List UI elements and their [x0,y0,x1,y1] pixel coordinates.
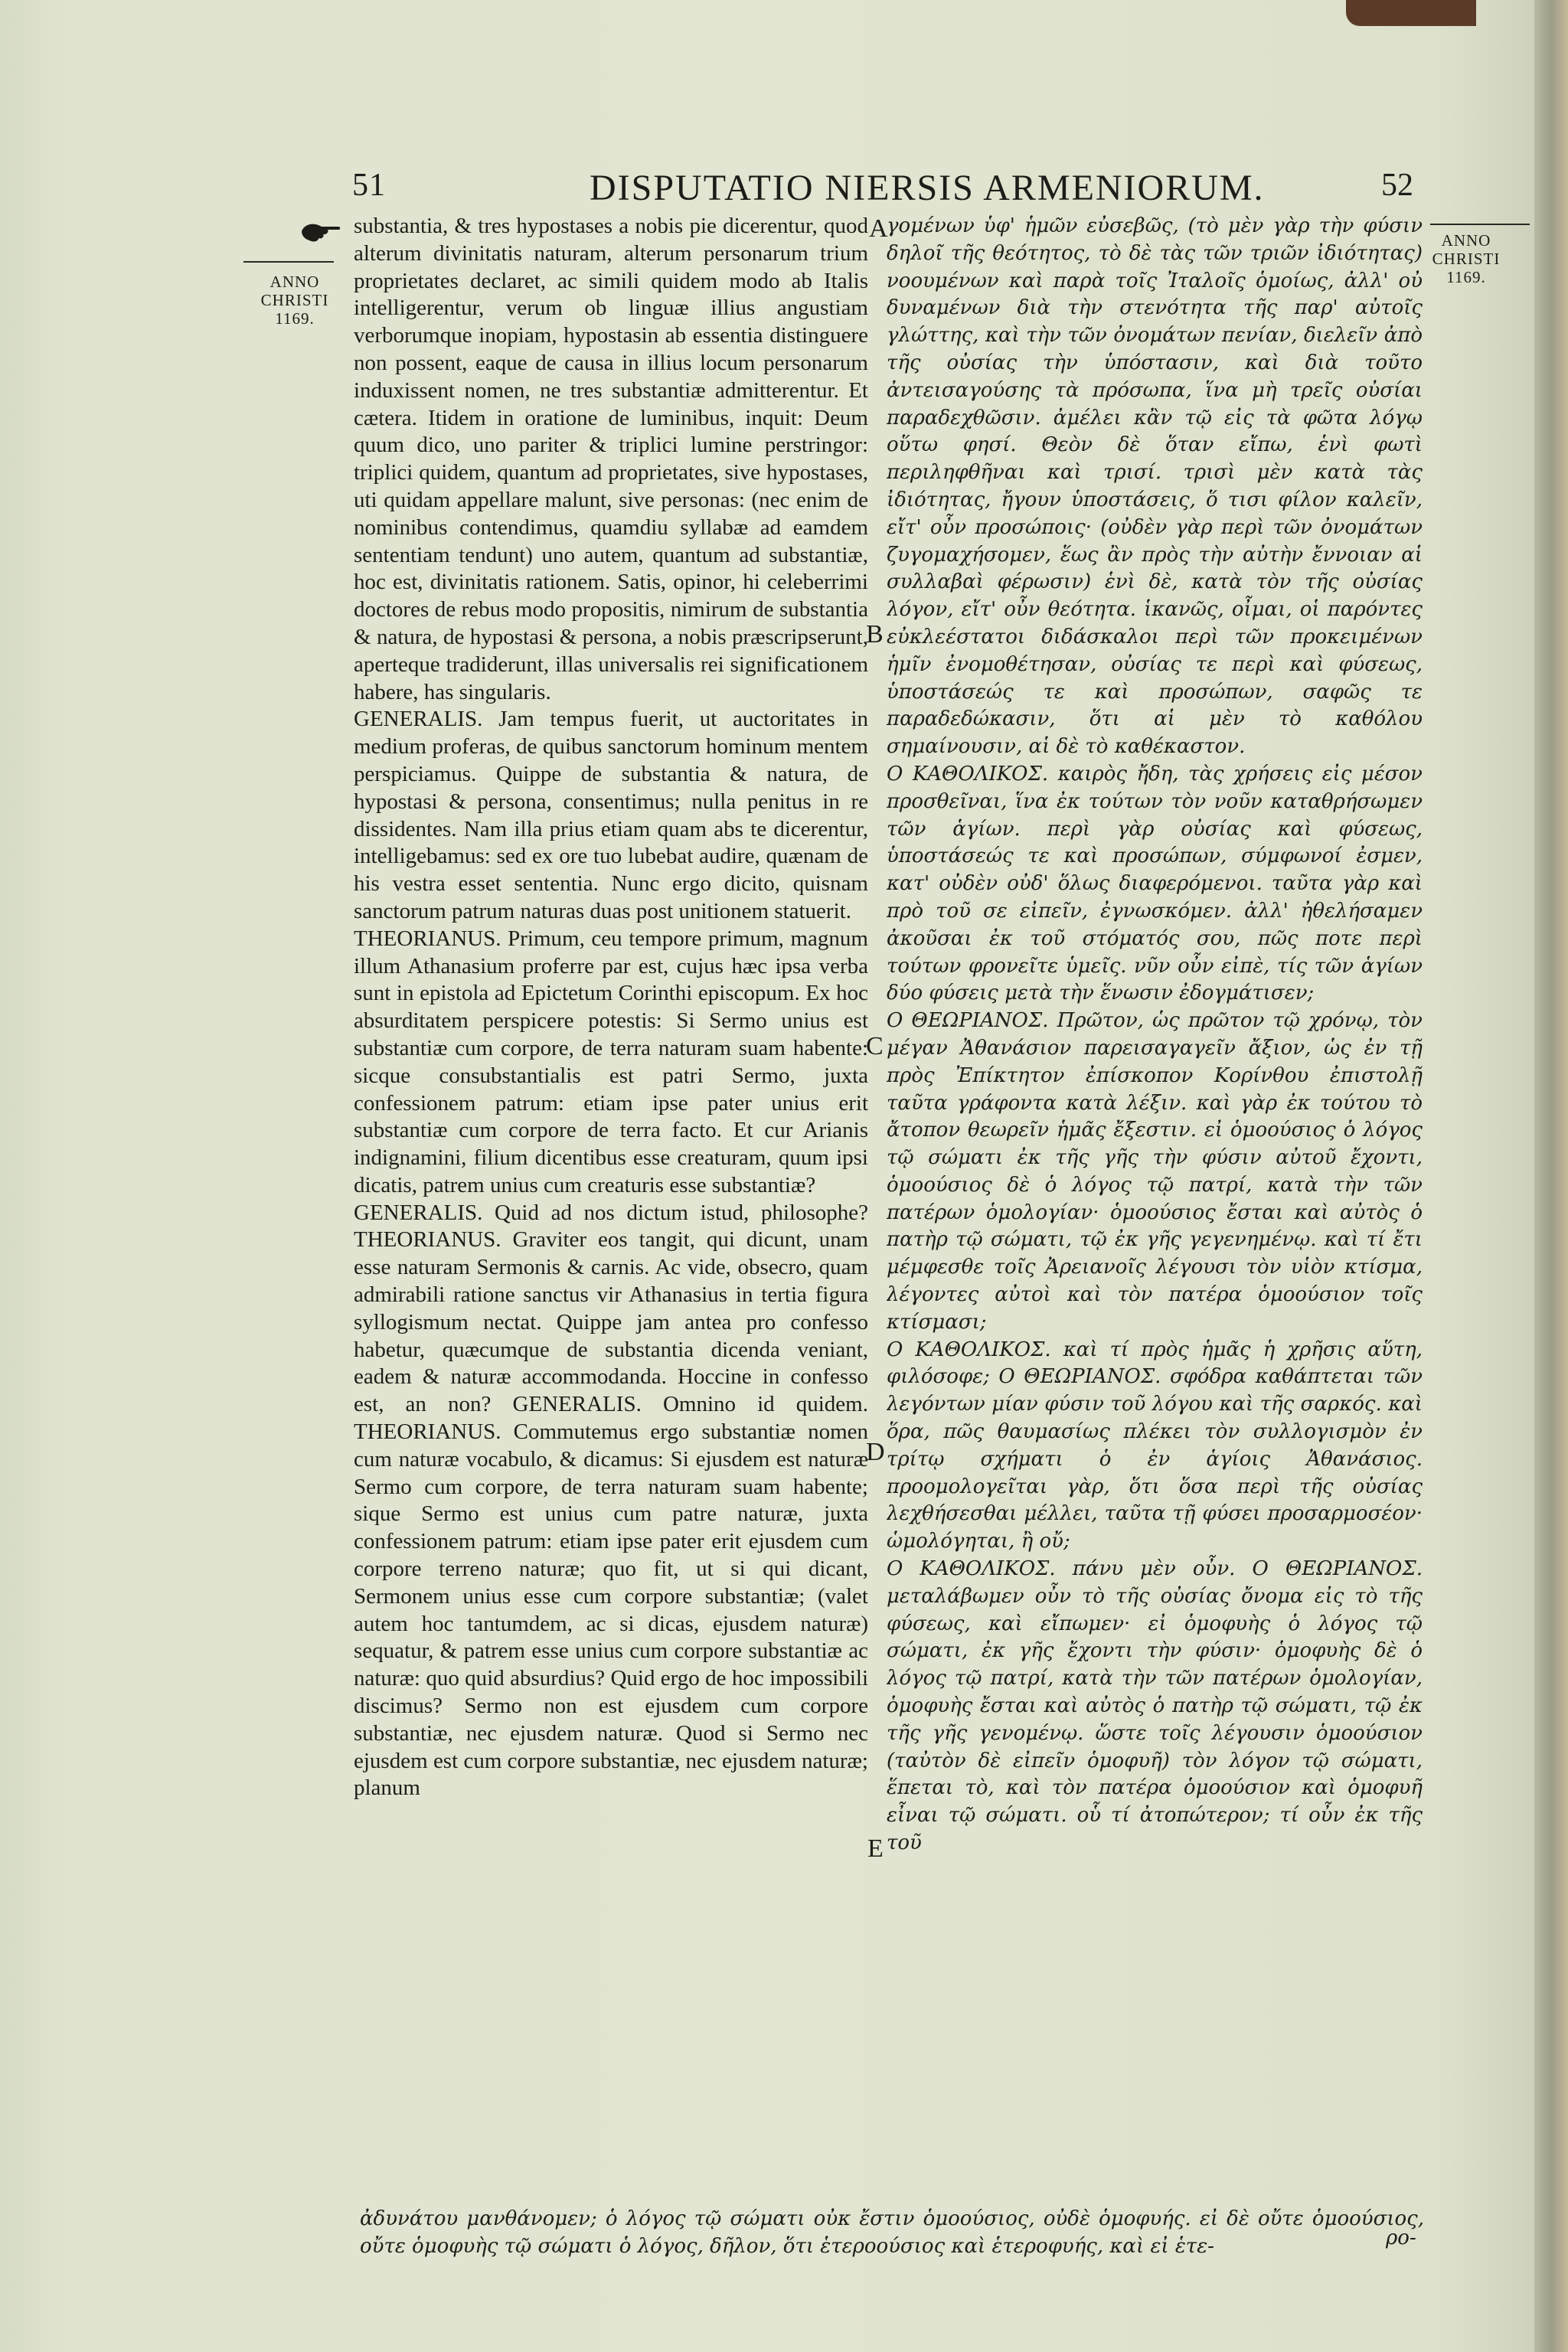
catchword: ρο- [1386,2226,1416,2249]
greek-paragraph: Ο ΚΑΘΟΛΙΚΟΣ. πάνυ μὲν οὖν. Ο ΘΕΩΡΙΑΝΟΣ. μεταλάβωμεν οὖν τὸ τῆς οὐσίας ὄνομα εἰς τὸ τῆς φύσεως, καὶ εἴπωμεν· εἰ ὁμοφυὴς ὁ λόγος τῷ σώματι, ἐκ γῆς ἔχοντι τὴν φύσιν· ὁμοφυὴς δὲ ὁ λόγος τῷ πατρί, κατὰ τὴν τῶν πατέρων ὁμολογίαν, ὁμοφυὴς ἔσται καὶ αὐτὸς ὁ πατὴρ τῷ σώματι, τῷ ἐκ τῆς γῆς γενομένῳ. ὥστε τοῖς λέγουσιν ὁμοούσιον (ταὐτὸν δὲ εἰπεῖν ὁμοφυῆ) τὸν λόγον τῷ σώματι, ἕπεται τὸ, καὶ τὸν πατέρα ὁμοούσιον καὶ ὁμοφυῆ εἶναι τῷ σώματι. οὗ τί ἀτοπώτερον; τί οὖν ἐκ τῆς τοῦ [887,1557,1423,1855]
book-spine-edge [1534,0,1568,2352]
page-title: DISPUTATIO NIERSIS ARMENIORUM. [590,168,1265,208]
latin-paragraph: GENERALIS. Quid ad nos dictum istud, philosophe? THEORIANUS. Graviter eos tangit, qui dicunt, unam esse naturam Sermonis & carnis. Ac vide, obsecro, quam admirabili ratione sanctus vir Athanasius in tertia figura syllogismum nectat. Quippe jam antea pro confesso habetur, quæcumque de substantia dicenda veniant, eadem & naturæ accommodanda. Hoccine in confesso est, an non? GENERALIS. Omnino id quidem. THEORIANUS. Commutemus ergo substantiæ nomen cum naturæ vocabulo, & dicamus: Si ejusdem est naturæ Sermo cum corpore, de terra naturam suam habente; sique Sermo est unius cum patre naturæ, juxta confessionem patrum: etiam ipse pater erit ejusdem cum corpore terreno naturæ; quo fit, ut si qui dicant, Sermonem unius esse cum corpore substantiæ; (valet autem hoc tantumdem, ac si dicas, ejusdem naturæ) sequatur, & patrem esse unius cum corpore substantiæ ac naturæ: quo quid absurdius? Quid ergo de hoc impossibili discimus? Sermo non est ejusdem cum corpore substantiæ, nec ejusdem naturæ. Quod si Sermo nec ejusdem est cum corpore substantiæ, nec ejusdem naturæ; planum [354,1200,868,1801]
page-edge-mark [1346,0,1476,26]
section-letter-c: C [866,1032,884,1060]
pointing-hand-icon [300,219,341,243]
latin-text-column [354,213,868,2203]
greek-paragraph: Ο ΚΑΘΟΛΙΚΟΣ. καιρὸς ἤδη, τὰς χρήσεις εἰς μέσον προσθεῖναι, ἵνα ἐκ τούτων τὸν νοῦν καταθρήσωμεν τῶν ἁγίων. περὶ γὰρ οὐσίας καὶ φύσεως, ὑποστάσεώς τε καὶ προσώπων, σύμφωνοί ἐσμεν, κατ' οὐδὲν οὐδ' ὅλως διαφερόμενοι. ταῦτα γὰρ καὶ πρὸ τοῦ σε εἰπεῖν, ἐγνωσκόμεν. ἀλλ' ἠθελήσαμεν ἀκοῦσαι ἐκ τοῦ στόματός σου, πῶς ποτε περὶ τούτων φρονεῖτε ὑμεῖς. νῦν οὖν εἰπὲ, τίς τῶν ἁγίων δύο φύσεις μετὰ τὴν ἕνωσιν ἐδογμάτισεν; [887,762,1423,1005]
greek-paragraph: γομένων ὑφ' ἡμῶν εὐσεβῶς, (τὸ μὲν γὰρ τὴν φύσιν δηλοῖ τῆς θεότητος, τὸ δὲ τὰς τῶν τριῶν ἰδιότητας) νοουμένων καὶ παρὰ τοῖς Ἰταλοῖς ὁμοίως, ἀλλ' οὐ δυναμένων διὰ τὴν στενότητα τῆς παρ' αὐτοῖς γλώττης, καὶ τὴν τῶν ὀνομάτων πενίαν, διελεῖν ἀπὸ τῆς οὐσίας τὴν ὑπόστασιν, καὶ διὰ τοῦτο ἀντεισαγούσης τὰ πρόσωπα, ἵνα μὴ τρεῖς οὐσίαι παραδεχθῶσιν. ἀμέλει κἂν τῷ εἰς τὰ φῶτα λόγῳ οὕτω φησί. Θεὸν δὲ ὅταν εἴπω, ἑνὶ φωτὶ περιληφθῆναι καὶ τρισί. τρισὶ μὲν κατὰ τὰς ἰδιότητας, ἤγουν ὑποστάσεις, ὅ τισι φίλον καλεῖν, εἴτ' οὖν προσώποις· (οὐδὲν γὰρ περὶ τῶν ὀνομάτων ζυγομαχήσομεν, ἕως ἂν πρὸς τὴν αὐτὴν ἔννοιαν αἱ συλλαβαὶ φέρωσιν) ἑνὶ δὲ, κατὰ τὸν τῆς οὐσίας λόγον, εἴτ' οὖν θεότητα. ἱκανῶς, οἶμαι, οἱ παρόντες εὐκλεέστατοι διδάσκαλοι περὶ τῶν προκειμένων ἡμῖν ἐνομοθέτησαν, οὐσίας τε περὶ καὶ φύσεως, ὑποστάσεώς τε καὶ προσώπων, σαφῶς τε παραδεδώκασιν, ὅτι αἱ μὲν τὸ καθόλου σημαίνουσιν, αἱ δὲ τὸ καθέκαστον. [887,214,1423,759]
running-head [352,167,1453,210]
section-letter-d: D [866,1438,885,1466]
latin-paragraph: GENERALIS. Jam tempus fuerit, ut auctoritates in medium proferas, de quibus sanctorum hominum mentem perspiciamus. Quippe de substantia & natura, de hypostasi & persona, consentimus; nulla penitus in re dissidentes. Nam illa prius etiam quam abs te dicerentur, intelligebamus: sed ex ore tuo lubebat audire, quænam de his vestra esset sententia. Nunc ergo dicito, quisnam sanctorum patrum naturas duas post unitionem statuerit. [354,707,868,923]
margin-rule-left [243,261,334,263]
greek-text-column [887,213,1423,2203]
margin-note-right: ANNO CHRISTI 1169. [1432,231,1501,286]
latin-paragraph: substantia, & tres hypostases a nobis pie dicerentur, quod alterum divinitatis naturam, alterum personarum trium proprietates declaret, ac simili quidem modo ab Italis intelligerentur, verum ob linguæ illius angustiam verborumque inopiam, hypostasin ab essentia distinguere non possent, eaque de causa in illius locum personarum induxissent nomen, ne tres substantiæ admitterentur. Et cætera. Itidem in oratione de luminibus, inquit: Deum quum dico, uno pariter & triplici lumine perstringor: triplici quidem, quantum ad proprietates, sive hypostases, uti quidam appellare malunt, sive personas: (nec enim de nominibus contendimus, quamdiu syllabæ ad eamdem sententiam tendunt) uno autem, quantum ad substantiæ, hoc est, divinitatis rationem. Satis, opinor, hi celeberrimi doctores de rebus modo propositis, nimirum de substantia & natura, de hypostasi & persona, a nobis præscripserunt, aperteque tradiderunt, illas universalis rei significationem habere, has singularis. [354,214,868,704]
page-number-right: 52 [1381,168,1413,203]
section-letter-a: A [869,214,888,243]
latin-paragraph: THEORIANUS. Primum, ceu tempore primum, magnum illum Athanasium proferre par est, cujus hæc ipsa verba sunt in epistola ad Epictetum Corinthi episcopum. Ex hoc absurditatem perspicere potestis: Si Sermo unius est substantiæ cum corpore, de terra naturam suam habente: sicque consubstantialis est patri Sermo, juxta confessionem patrum: etiam ipse pater unius erit substantiæ cum corpore de terra facto. Et cur Arianis indignamini, filium dicentibus esse creaturam, quum ipsi dicatis, patrem unius cum creaturis esse substantiæ? [354,926,868,1197]
section-letter-e: E [867,1834,884,1863]
greek-paragraph: Ο ΚΑΘΟΛΙΚΟΣ. καὶ τί πρὸς ἡμᾶς ἡ χρῆσις αὕτη, φιλόσοφε; Ο ΘΕΩΡΙΑΝΟΣ. σφόδρα καθάπτεται τῶν λεγόντων μίαν φύσιν τοῦ λόγου καὶ τῆς σαρκός. καὶ ὅρα, πῶς θαυμασίως πλέκει τὸν συλλογισμὸν ἐν τρίτῳ σχήματι ὁ ἐν ἁγίοις Ἀθανάσιος. προομολογεῖται γὰρ, ὅτι ὅσα περὶ τῆς οὐσίας λεχθήσεσθαι μέλλει, ταῦτα τῇ φύσει προσαρμοσέον· ὡμολόγηται, ἢ οὔ; [887,1338,1423,1553]
page-number-left: 51 [352,168,386,203]
section-letter-b: B [866,620,884,648]
greek-paragraph: Ο ΘΕΩΡΙΑΝΟΣ. Πρῶτον, ὡς πρῶτον τῷ χρόνῳ, τὸν μέγαν Ἀθανάσιον παρεισαγαγεῖν ἄξιον, ὡς ἐν τῇ πρὸς Ἐπίκτητον ἐπίσκοπον Κορίνθου ἐπιστολῇ ταῦτα γράφοντα κατὰ λέξιν. καὶ γὰρ ἐκ τούτου τὸ ἄτοπον θεωρεῖν ἡμᾶς ἔξεστιν. εἰ ὁμοούσιος ὁ λόγος τῷ σώματι ἐκ τῆς γῆς τὴν φύσιν αὐτοῦ ἔχοντι, ὁμοούσιος δὲ ὁ λόγος τῷ πατρί, κατὰ τὴν τῶν πατέρων ὁμολογίαν· ὁμοούσιος ἔσται καὶ αὐτὸς ὁ πατὴρ τῷ σώματι, τῷ ἐκ γῆς γεγενημένῳ. καὶ τί ἔτι μέμφεσθε τοῖς Ἀρειανοῖς λέγουσι τὸν υἱὸν κτίσμα, λέγοντες αὐτοὶ καὶ τὸν πατέρα ὁμοούσιον τοῖς κτίσμασι; [887,1009,1423,1334]
margin-rule-right [1430,224,1530,225]
greek-continuation-line: ἀδυνάτου μανθάνομεν; ὁ λόγος τῷ σώματι οὐκ ἔστιν ὁμοούσιος, οὐδὲ ὁμοφυής. εἰ δὲ οὔτε ὁμοούσιος, οὔτε ὁμοφυὴς τῷ σώματι ὁ λόγος, δῆλον, ὅτι ἑτεροούσιος καὶ ἑτεροφυής, καὶ εἰ ἑτε- [360,2207,1424,2258]
margin-note-left: ANNO CHRISTI 1169. [260,273,329,328]
